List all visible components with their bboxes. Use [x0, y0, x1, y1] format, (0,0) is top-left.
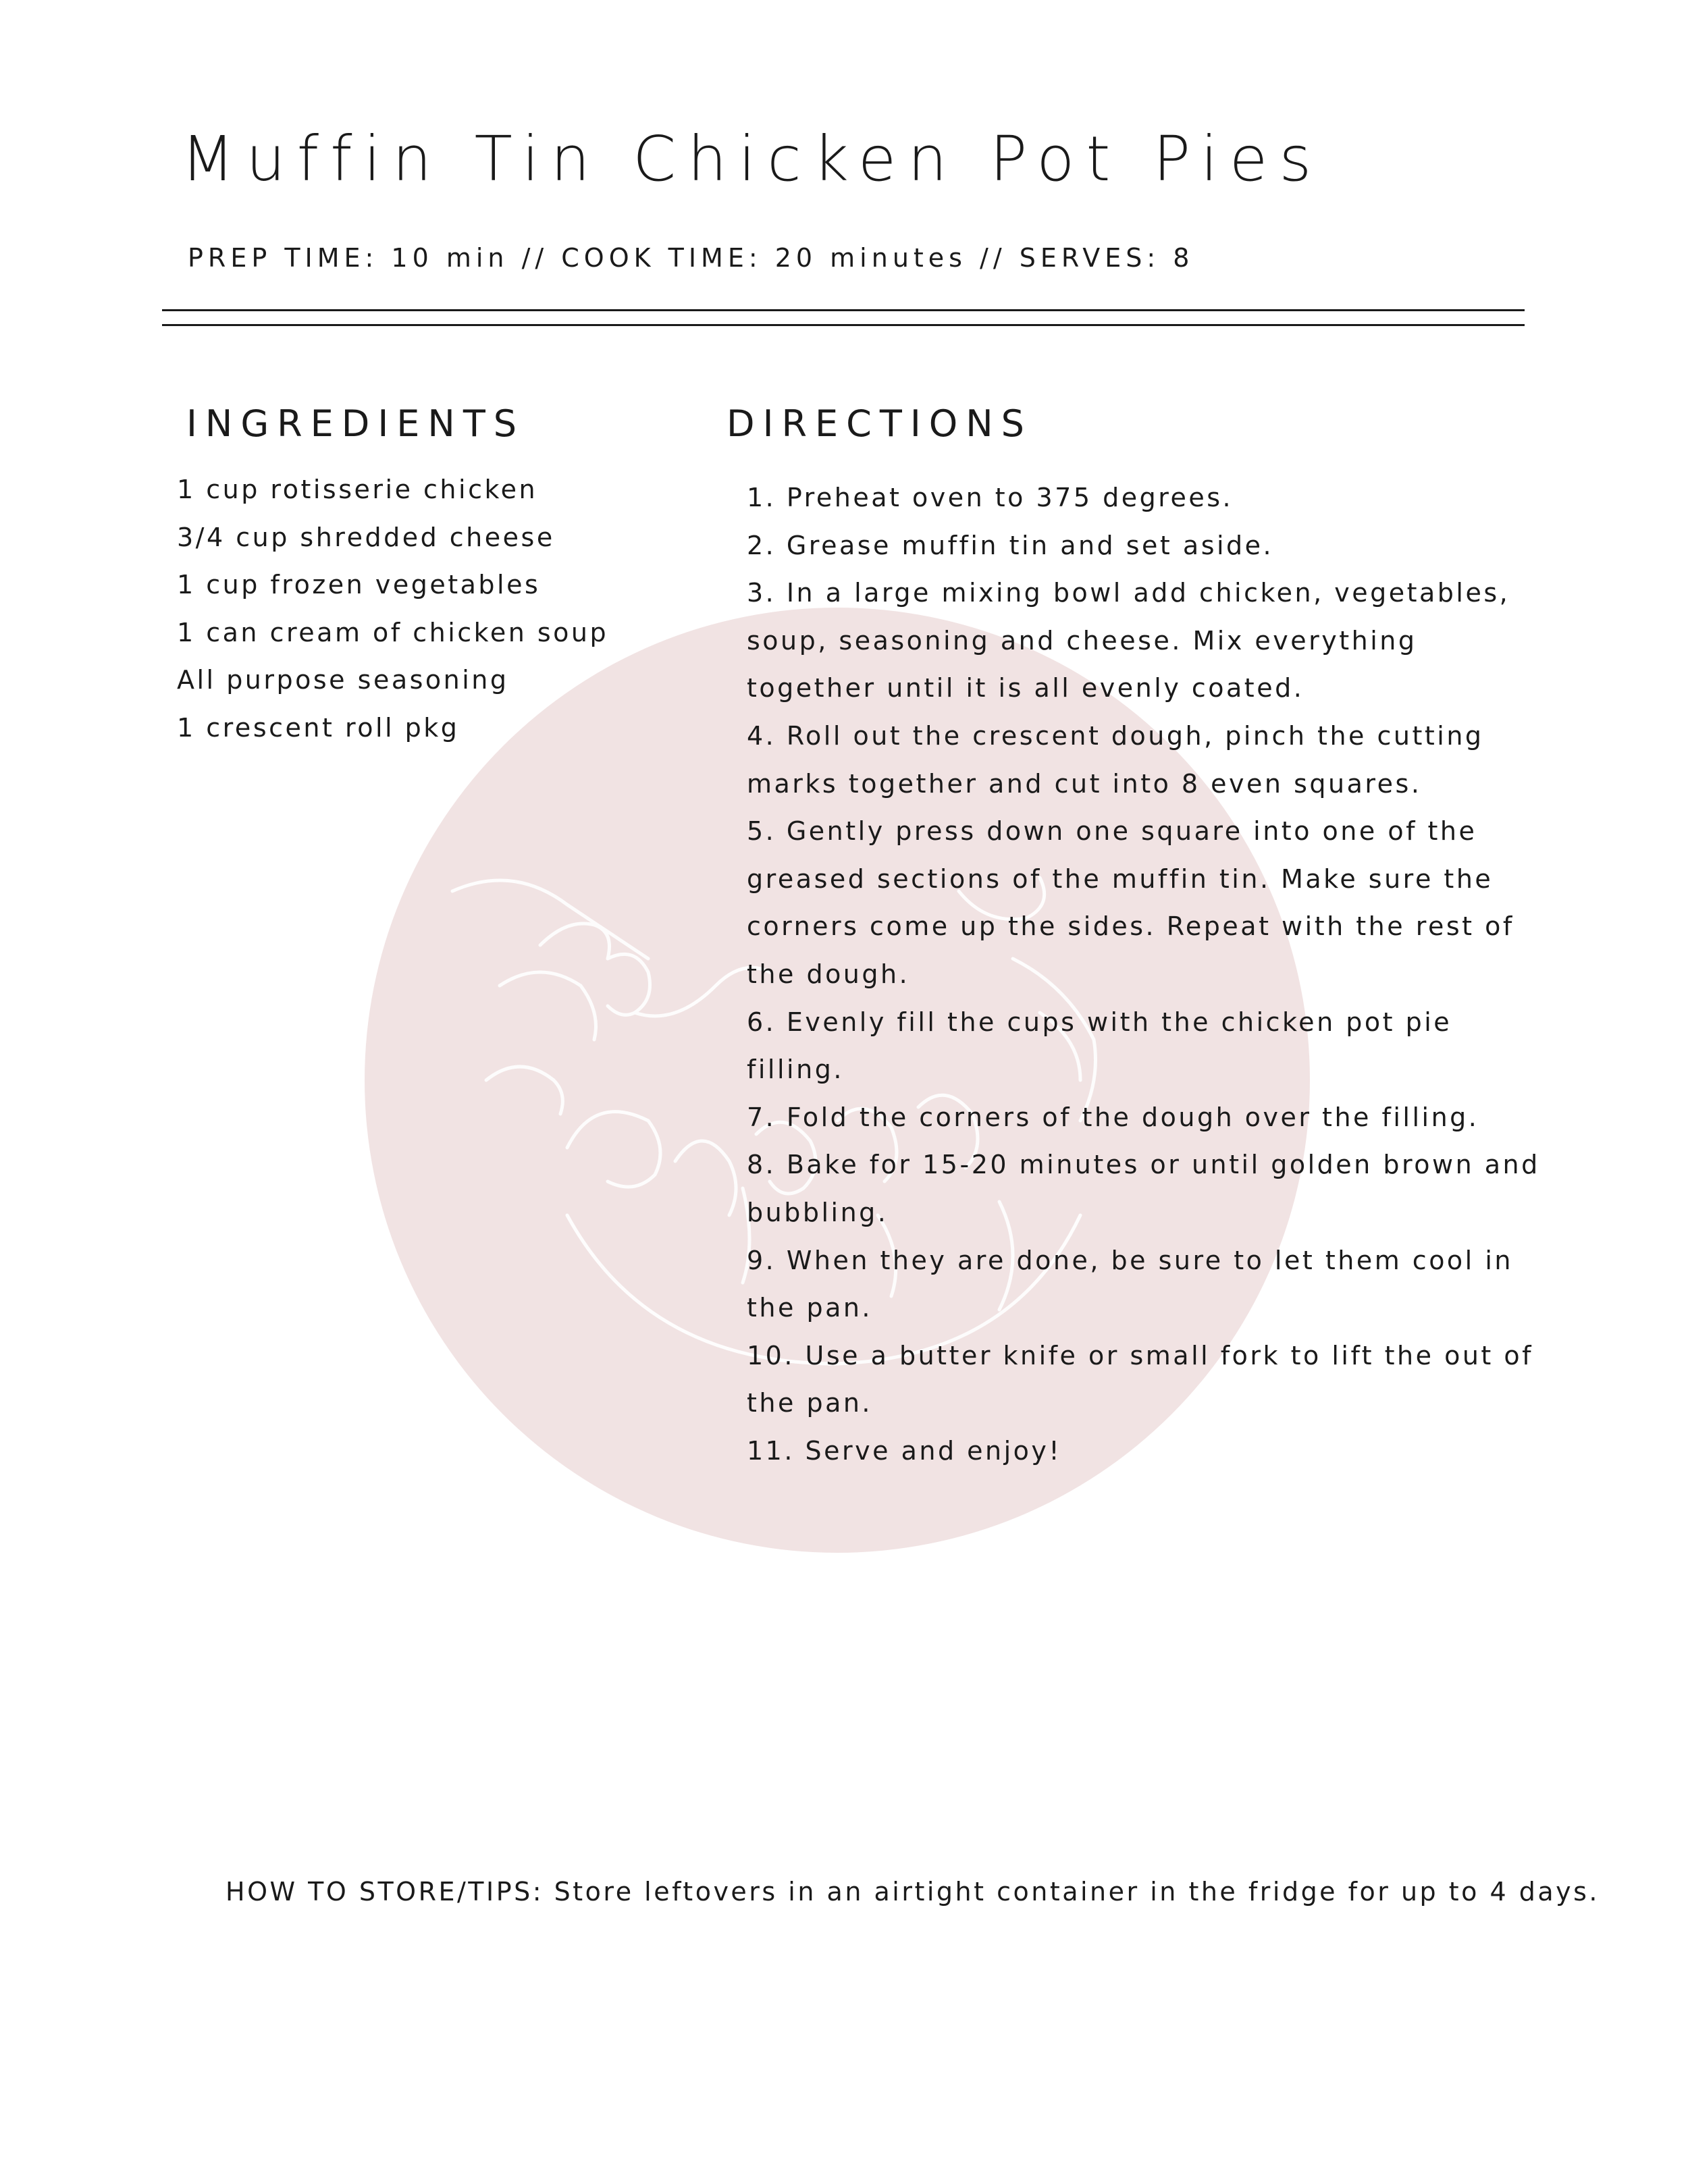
direction-step: 4. Roll out the crescent dough, pinch the cutting marks together and cut into 8 even squares.: [747, 720, 1484, 799]
directions-heading: DIRECTIONS: [727, 402, 1032, 445]
ingredient-item: 1 cup frozen vegetables: [177, 570, 541, 600]
ingredient-item: 1 can cream of chicken soup: [177, 617, 609, 647]
divider-top: [162, 309, 1525, 311]
direction-step: 8. Bake for 15-20 minutes or until golden brown and bubbling.: [747, 1150, 1540, 1227]
direction-step: 11. Serve and enjoy!: [747, 1435, 1062, 1466]
ingredients-heading: INGREDIENTS: [186, 402, 525, 445]
direction-step: 10. Use a butter knife or small fork to lift the out of the pan.: [747, 1340, 1534, 1418]
recipe-meta: PREP TIME: 10 min // COOK TIME: 20 minutes // SERVES: 8: [188, 243, 1194, 273]
ingredient-item: 3/4 cup shredded cheese: [177, 522, 555, 552]
ingredient-item: 1 crescent roll pkg: [177, 712, 460, 743]
ingredient-item: 1 cup rotisserie chicken: [177, 475, 538, 504]
direction-step: 3. In a large mixing bowl add chicken, vegetables, soup, seasoning and cheese. Mix everything together until it is all evenly coated.: [747, 578, 1510, 703]
divider-bottom: [162, 324, 1525, 326]
recipe-title: Muffin Tin Chicken Pot Pies: [181, 123, 1323, 195]
directions-list: [747, 474, 1544, 1474]
direction-step: 5. Gently press down one square into one of the greased sections of the muffin tin. Make sure the corners come up the sides. Repeat with the rest of the dough.: [747, 816, 1514, 989]
direction-step: 7. Fold the corners of the dough over the filling.: [747, 1102, 1479, 1132]
direction-step: 2. Grease muffin tin and set aside.: [747, 530, 1274, 560]
direction-step: 9. When they are done, be sure to let them cool in the pan.: [747, 1245, 1513, 1323]
direction-step: 1. Preheat oven to 375 degrees.: [747, 483, 1234, 512]
storage-tips: HOW TO STORE/TIPS: Store leftovers in an airtight container in the fridge for up to 4 days.: [226, 1877, 1600, 1907]
ingredients-list: [177, 466, 608, 752]
direction-step: 6. Evenly fill the cups with the chicken pot pie filling.: [747, 1007, 1452, 1085]
ingredient-item: All purpose seasoning: [177, 665, 509, 695]
